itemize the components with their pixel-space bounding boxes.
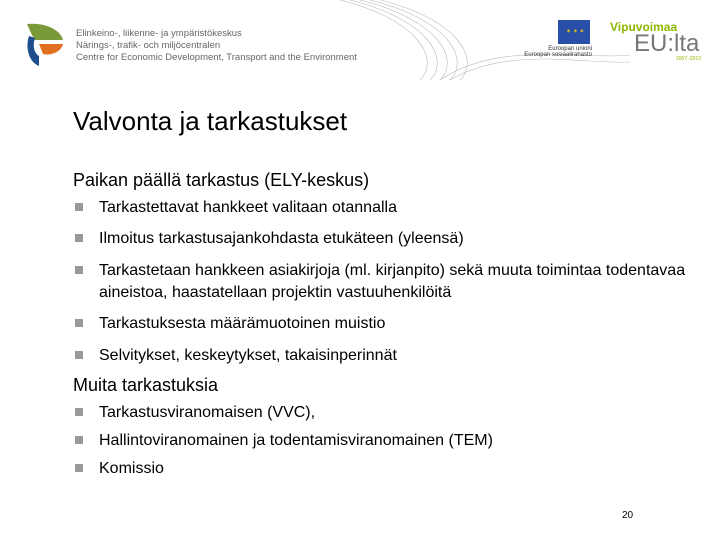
bullet-square-icon: [75, 408, 83, 416]
bullet-item: Ilmoitus tarkastusajankohdasta etukäteen (yleensä): [99, 230, 464, 247]
bullet-square-icon: [75, 266, 83, 274]
slide-title: Valvonta ja tarkastukset: [73, 106, 348, 136]
page-number: 20: [622, 510, 634, 521]
bullet-item: Tarkastusviranomaisen (VVC),: [99, 404, 316, 421]
eu-text: [510, 46, 592, 58]
ely-name: [76, 28, 357, 64]
eu-fund: Euroopan sosiaalirahasto: [524, 52, 592, 58]
bullet-item: Selvitykset, keskeytykset, takaisinperinnät: [99, 347, 397, 364]
section-heading: Paikan päällä tarkastus (ELY-keskus): [73, 170, 370, 190]
bullet-square-icon: [75, 436, 83, 444]
eu-union: Euroopan unioni: [548, 46, 592, 52]
bullet-item: Komissio: [99, 460, 164, 477]
bullet-square-icon: [75, 234, 83, 242]
ely-name-sv: Närings-, trafik- och miljöcentralen: [76, 40, 221, 51]
ely-name-en: Centre for Economic Development, Transport and the Environment: [76, 52, 357, 63]
ely-logo-icon: [25, 22, 65, 68]
bullet-item: Tarkastetaan hankkeen asiakirjoja (ml. kirjanpito) sekä muuta toimintaa todentavaa aineistoa, haastatellaan projektin vastuuhenkilöitä: [99, 262, 686, 301]
vipu-years: 2007–2013: [676, 56, 702, 62]
ely-name-fi: Elinkeino-, liikenne- ja ympäristökeskus: [76, 28, 242, 39]
bullet-square-icon: [75, 203, 83, 211]
bullet-item: Tarkastuksesta määrämuotoinen muistio: [99, 315, 386, 332]
bullet-square-icon: [75, 319, 83, 327]
bullet-item: Hallintoviranomainen ja todentamisviranomainen (TEM): [99, 432, 493, 449]
eu-flag-icon: ✶ ✶ ✶: [558, 20, 590, 44]
section-heading: Muita tarkastuksia: [73, 375, 219, 395]
eulta-logo: EU:lta: [634, 30, 700, 57]
bullet-item: Tarkastettavat hankkeet valitaan otannalla: [99, 199, 397, 216]
vipuvoimaa-label: Vipuvoimaa: [610, 20, 678, 34]
bullet-square-icon: [75, 464, 83, 472]
bullet-square-icon: [75, 351, 83, 359]
